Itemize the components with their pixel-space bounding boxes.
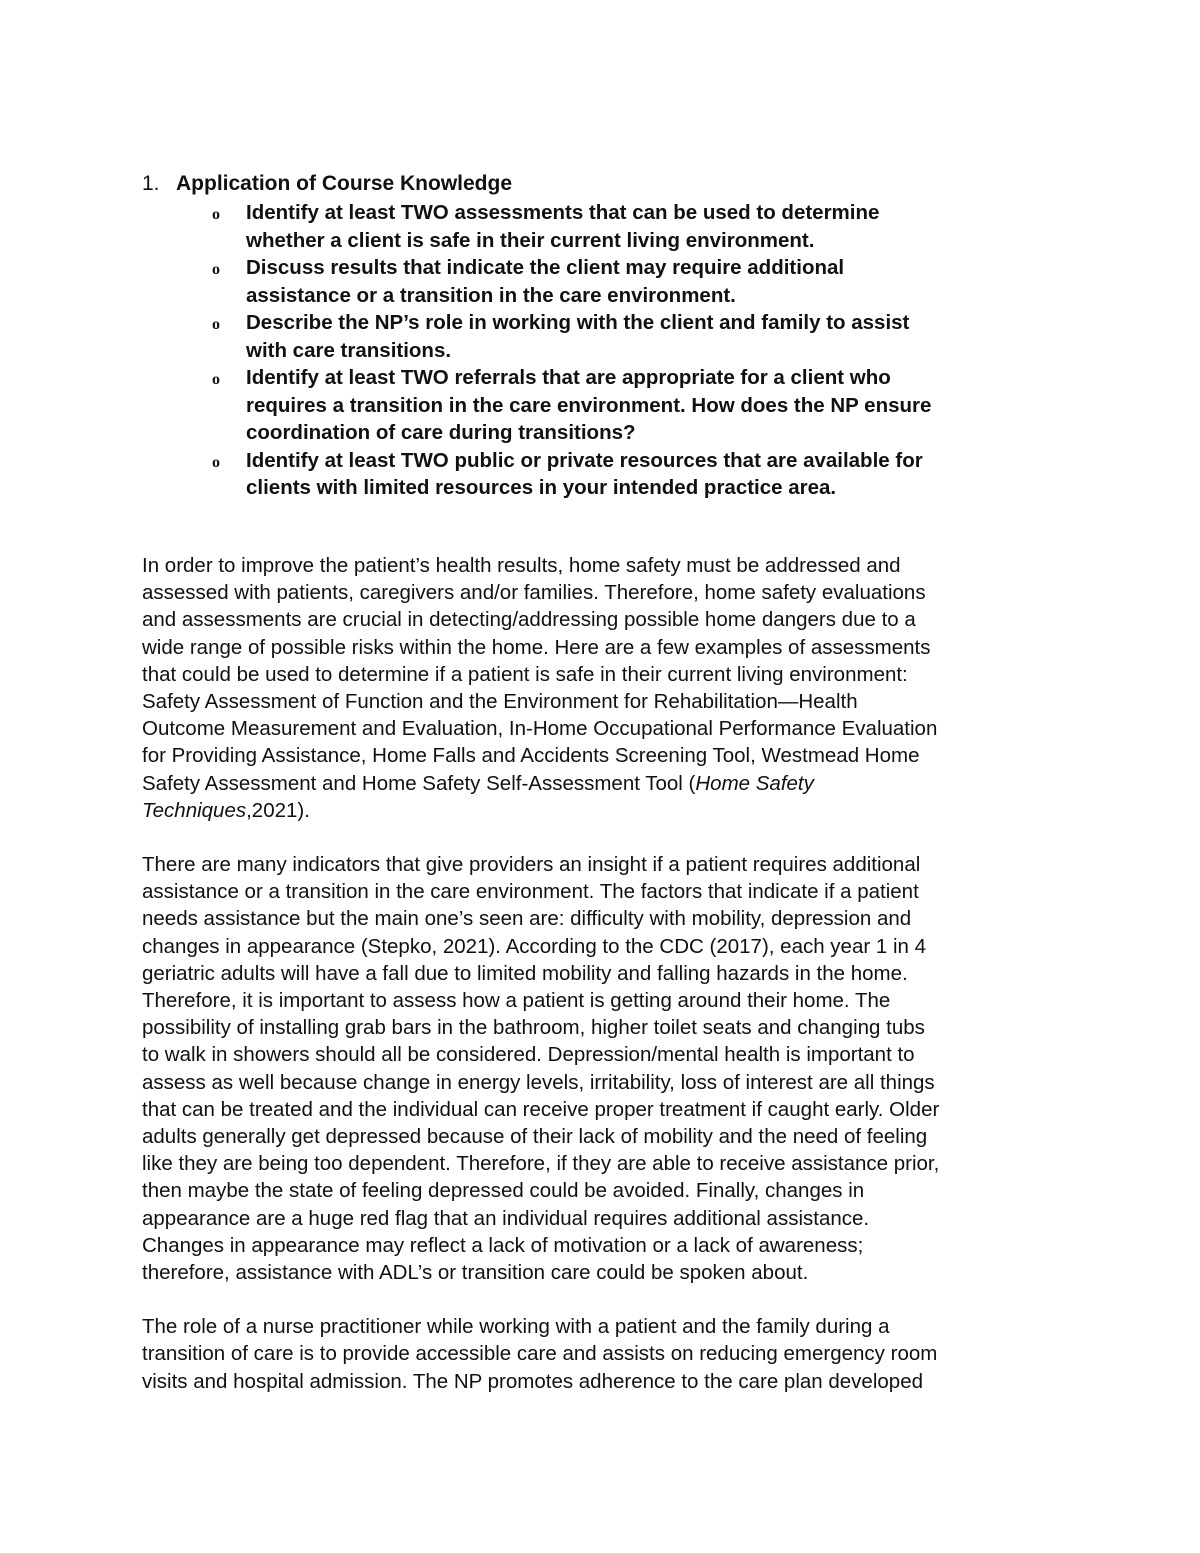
bullet-marker: o xyxy=(212,316,220,333)
citation-year: ,2021). xyxy=(246,798,310,822)
bullet-text: Discuss results that indicate the client may require additional assistance or a transition in the care environment. xyxy=(246,256,845,307)
bullet-text: Describe the NP’s role in working with the client and family to assist with care transitions. xyxy=(246,311,910,362)
paragraph-indicators: There are many indicators that give providers an insight if a patient requires additional assistance or a transition in the care environment. The factors that indicate if a patient needs assistance but the main one’s seen are: difficulty with mobility, depression and changes in appearance (Stepko, 2021). According to the CDC (2017), each year 1 in 4 geriatric adults will have a fall due to limited mobility and falling hazards in the home. Therefore, it is important to assess how a patient is getting around their home. The possibility of installing grab bars in the bathroom, higher toilet seats and changing tubs to walk in showers should all be considered. Depression/mental health is important to assess as well because change in energy levels, irritability, loss of interest are all things that can be treated and the individual can receive proper treatment if caught early. Older adults generally get depressed because of their lack of mobility and the need of feeling like they are being too dependent. Therefore, if they are able to receive assistance prior, then maybe the state of feeling depressed could be avoided. Finally, changes in appearance are a huge red flag that an individual requires additional assistance. Changes in appearance may reflect a lack of motivation or a lack of awareness; therefore, assistance with ADL’s or transition care could be spoken about. xyxy=(142,853,940,1285)
section-number: 1. xyxy=(142,172,160,195)
bullet-marker: o xyxy=(212,453,220,471)
prompt-bullet xyxy=(142,447,1062,502)
citation-title: Home Safety Techniques xyxy=(142,771,814,822)
prompt-bullet xyxy=(142,199,1062,254)
bullet-text: Identify at least TWO assessments that can be used to determine whether a client is safe in their current living environment. xyxy=(246,201,880,252)
section-heading xyxy=(142,170,1062,197)
bullet-text: Identify at least TWO referrals that are appropriate for a client who requires a transition in the care environment. How does the NP ensure coordination of care during transitions? xyxy=(246,366,932,444)
paragraph-home-safety xyxy=(142,552,1072,824)
prompt-bullet xyxy=(142,309,1062,364)
paragraph-text: In order to improve the patient’s health results, home safety must be addressed and assessed with patients, caregivers and/or families. Therefore, home safety evaluations and assessments are crucial in detecting/addressing possible home dangers due to a wide range of possible risks within the home. Here are a few examples of assessments that could be used to determine if a patient is safe in their current living environment: Safety Assessment of Function and the Environment for Rehabilitation—Health Outcome Measurement and Evaluation, In-Home Occupational Performance Evaluation for Providing Assistance, Home Falls and Accidents Screening Tool, Westmead Home Safety Assessment and Home Safety Self-Assessment Tool ( xyxy=(142,554,938,795)
bullet-marker: o xyxy=(212,206,220,223)
bullet-marker: o xyxy=(212,371,220,388)
prompt-bullet xyxy=(142,364,1062,447)
bullet-marker: o xyxy=(212,261,220,278)
prompt-bullet xyxy=(142,254,1062,309)
prompt-bullet-list xyxy=(142,199,1062,502)
section-title: Application of Course Knowledge xyxy=(176,172,513,195)
assignment-prompt xyxy=(142,170,1062,502)
response-body xyxy=(142,552,1072,1422)
bullet-text: Identify at least TWO public or private resources that are available for clients with limited resources in your intended practice area. xyxy=(246,448,923,499)
paragraph-np-role: The role of a nurse practitioner while working with a patient and the family during a transition of care is to provide accessible care and assists on reducing emergency room visits and hospital admission. The NP promotes adherence to the care plan developed xyxy=(142,1315,938,1393)
